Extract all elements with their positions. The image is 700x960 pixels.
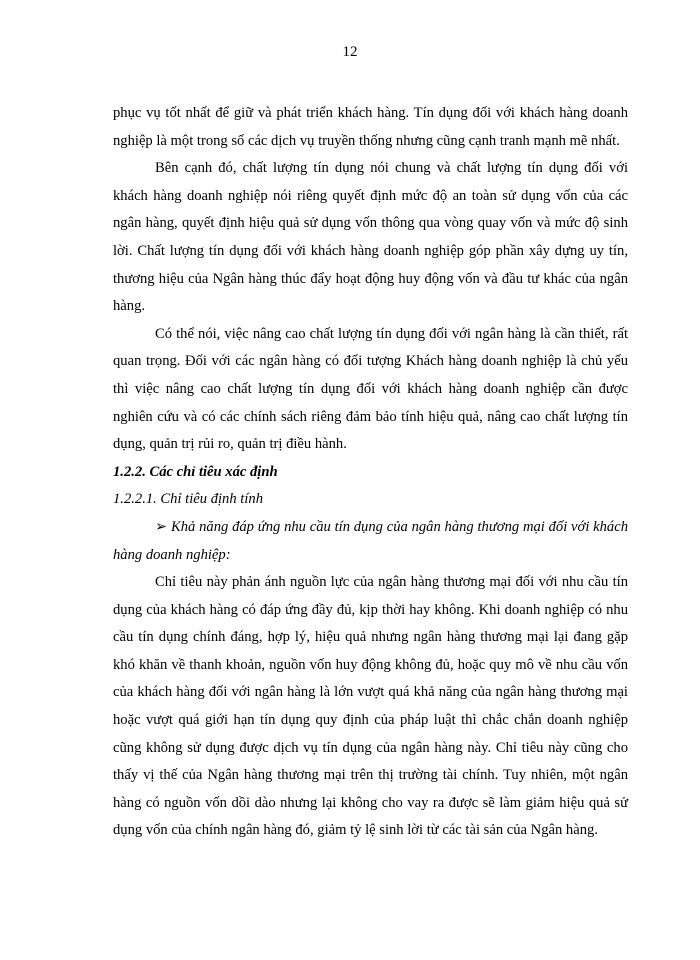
bullet-heading-text: Khả năng đáp ứng nhu cầu tín dụng của ngân hàng thương mại đối với khách hàng doanh nghiệp:: [113, 518, 628, 563]
arrow-bullet-icon: ➢: [155, 518, 168, 535]
section-heading: 1.2.2. Các chỉ tiêu xác định: [113, 463, 278, 480]
paragraph-2: Bên cạnh đó, chất lượng tín dụng nói chung và chất lượng tín dụng đối với khách hàng doanh nghiệp nói riêng quyết định mức độ an toàn sử dụng vốn của các ngân hàng, quyết định hiệu quả sử dụng vốn thông qua vòng quay vốn và mức độ sinh lời. Chất lượng tín dụng đối với khách hàng doanh nghiệp góp phần xây dựng uy tín, thương hiệu của Ngân hàng thúc đẩy hoạt động huy động vốn và đầu tư khác của ngân hàng.: [113, 160, 628, 315]
bullet-heading: [113, 514, 628, 569]
page-number: 12: [342, 44, 358, 60]
document-body: [113, 100, 628, 845]
paragraph-4: Chỉ tiêu này phản ánh nguồn lực của ngân hàng thương mại đối với nhu cầu tín dụng của khách hàng có đáp ứng đầy đủ, kịp thời hay không. Khi doanh nghiệp có nhu cầu tín dụng chính đáng, hợp lý, hiệu quả nhưng ngân hàng thương mại lại đang gặp khó khăn về thanh khoản, nguồn vốn huy động không đủ, hoặc quy mô về nhu cầu vốn của khách hàng đối với ngân hàng là lớn vượt quá khả năng của ngân hàng thương mại hoặc vượt quá giới hạn tín dụng quy định của pháp luật thì chắc chắn doanh nghiệp cũng không sử dụng được dịch vụ tín dụng của ngân hàng này. Chỉ tiêu này cũng cho thấy vị thế của Ngân hàng thương mại trên thị trường tài chính. Tuy nhiên, một ngân hàng có nguồn vốn dồi dào nhưng lại không cho vay ra được sẽ làm giảm hiệu quả sử dụng vốn của chính ngân hàng đó, giảm tỷ lệ sinh lời từ các tài sản của Ngân hàng.: [113, 574, 628, 839]
paragraph-1: phục vụ tốt nhất để giữ và phát triển khách hàng. Tín dụng đối với khách hàng doanh nghiệp là một trong số các dịch vụ truyền thống nhưng cũng cạnh tranh mạnh mẽ nhất.: [113, 105, 628, 149]
subsection-heading: 1.2.2.1. Chỉ tiêu định tính: [113, 491, 263, 508]
paragraph-3: Có thể nói, việc nâng cao chất lượng tín dụng đối với ngân hàng là cần thiết, rất quan trọng. Đối với các ngân hàng có đối tượng Khách hàng doanh nghiệp là chủ yếu thì việc nâng cao chất lượng tín dụng đối với khách hàng doanh nghiệp cần được nghiên cứu và có các chính sách riêng đảm bảo tính hiệu quả, nâng cao chất lượng tín dụng, quản trị rủi ro, quản trị điều hành.: [113, 325, 628, 453]
